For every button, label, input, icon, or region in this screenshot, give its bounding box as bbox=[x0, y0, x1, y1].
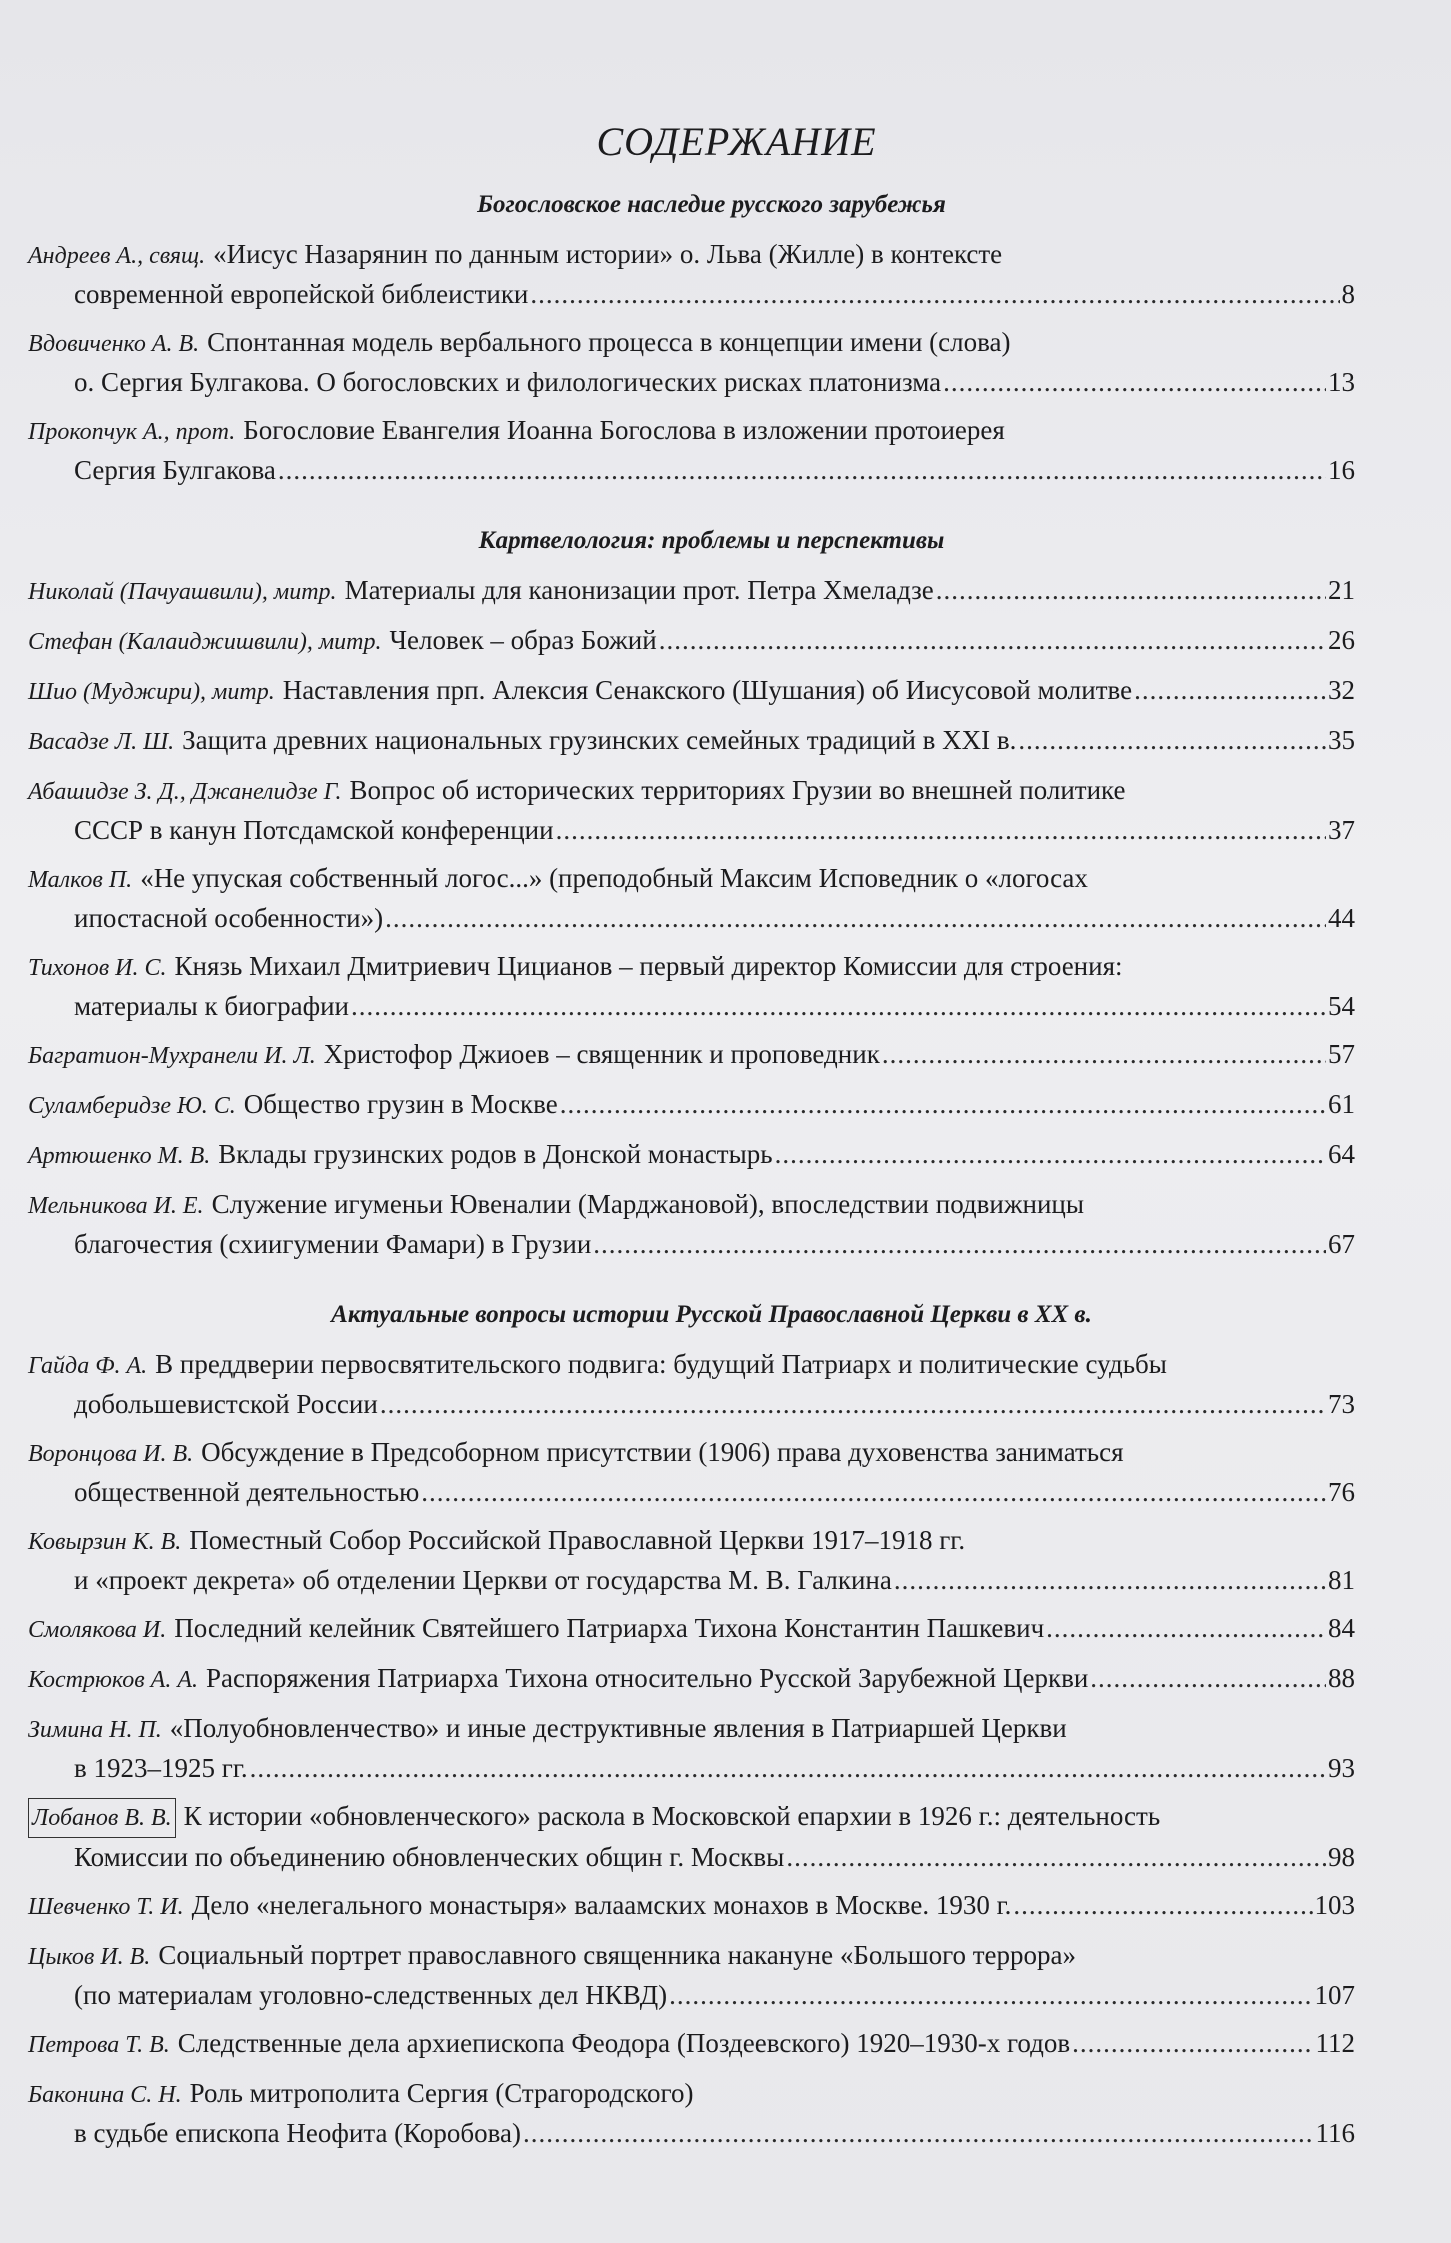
toc-entry[interactable] bbox=[28, 859, 1355, 937]
entry-title-text: Человек – образ Божий bbox=[389, 625, 657, 655]
entry-first-line bbox=[28, 1521, 1355, 1561]
entry-author: Зимина Н. П. bbox=[28, 1717, 162, 1743]
entry-title-text: Спонтанная модель вербального процесса в концепции имени (слова) bbox=[207, 327, 1011, 357]
entry-author: Воронцова И. В. bbox=[28, 1441, 194, 1467]
dot-leader bbox=[380, 1385, 1326, 1423]
toc-entry[interactable] bbox=[28, 1521, 1355, 1599]
toc-entry[interactable] bbox=[28, 1659, 1355, 1699]
entry-author: Шевченко Т. И. bbox=[28, 1894, 184, 1920]
entry-title-text: Поместный Собор Российской Православной Церкви 1917–1918 гг. bbox=[189, 1525, 966, 1555]
table-of-contents bbox=[28, 118, 1355, 2190]
entry-author: Баконина С. Н. bbox=[28, 2082, 182, 2108]
page-number: 44 bbox=[1328, 903, 1355, 933]
entry-author: Цыков И. В. bbox=[28, 1944, 151, 1970]
dot-leader bbox=[1090, 1659, 1326, 1697]
page-number: 57 bbox=[1328, 1039, 1355, 1069]
page-number: 64 bbox=[1328, 1139, 1355, 1169]
entry-first-line bbox=[28, 621, 1355, 661]
toc-entry[interactable] bbox=[28, 1085, 1355, 1125]
entry-title-text: Дело «нелегального монастыря» валаамских монахов в Москве. 1930 г. bbox=[191, 1890, 1012, 1920]
entry-title-text: В преддверии первосвятительского подвига: будущий Патриарх и политические судьбы bbox=[155, 1349, 1167, 1379]
dot-leader bbox=[786, 1838, 1326, 1876]
entry-title-text: Комиссии по объединению обновленческих общин г. Москвы bbox=[74, 1842, 785, 1872]
entry-first-line bbox=[28, 1135, 1355, 1175]
entry-first-line bbox=[28, 1609, 1355, 1649]
entry-title-text: и «проект декрета» об отделении Церкви от государства М. В. Галкина bbox=[74, 1565, 892, 1595]
toc-entry[interactable] bbox=[28, 1433, 1355, 1511]
entry-title-text: Материалы для канонизации прот. Петра Хмеладзе bbox=[344, 575, 934, 605]
entry-first-line bbox=[28, 323, 1355, 363]
page-number: 112 bbox=[1315, 2028, 1355, 2058]
dot-leader bbox=[1018, 721, 1326, 759]
entry-author: Васадзе Л. Ш. bbox=[28, 729, 175, 755]
section-title: Актуальные вопросы истории Русской Православной Церкви в XX в. bbox=[331, 1301, 1092, 1328]
entry-continuation-line bbox=[28, 1385, 1355, 1423]
section-title: Картвелология: проблемы и перспективы bbox=[478, 527, 945, 554]
entry-first-line bbox=[28, 771, 1355, 811]
page-number: 73 bbox=[1328, 1389, 1355, 1419]
toc-entry[interactable] bbox=[28, 571, 1355, 611]
entry-title-text: в 1923–1925 гг. bbox=[74, 1753, 248, 1783]
entry-first-line bbox=[28, 1085, 1355, 1125]
entry-title-text: Служение игуменьи Ювеналии (Марджановой), впоследствии подвижницы bbox=[211, 1189, 1084, 1219]
entry-first-line bbox=[28, 1936, 1355, 1976]
toc-entry[interactable] bbox=[28, 1345, 1355, 1423]
entry-author: Малков П. bbox=[28, 867, 133, 893]
entry-list bbox=[28, 235, 1355, 489]
entry-author: Лобанов В. В. bbox=[28, 1798, 176, 1838]
page-number: 32 bbox=[1328, 675, 1355, 705]
page-number: 103 bbox=[1314, 1890, 1355, 1920]
dot-leader bbox=[1046, 1609, 1326, 1647]
dot-leader bbox=[593, 1225, 1326, 1263]
entry-author: Смолякова И. bbox=[28, 1617, 167, 1643]
dot-leader bbox=[556, 811, 1326, 849]
toc-entry[interactable] bbox=[28, 671, 1355, 711]
entry-continuation-line bbox=[28, 363, 1355, 401]
toc-entry[interactable] bbox=[28, 1936, 1355, 2014]
entry-title-text: К истории «обновленческого» раскола в Московской епархии в 1926 г.: деятельность bbox=[183, 1801, 1161, 1831]
toc-entry[interactable] bbox=[28, 1185, 1355, 1263]
toc-entry[interactable] bbox=[28, 323, 1355, 401]
page-number: 35 bbox=[1328, 725, 1355, 755]
entry-first-line bbox=[28, 235, 1355, 275]
entry-author: Абашидзе З. Д., Джанелидзе Г. bbox=[28, 779, 342, 805]
entry-title-text: благочестия (схиигумении Фамари) в Грузии bbox=[74, 1229, 592, 1259]
dot-leader bbox=[882, 1035, 1326, 1073]
toc-entry[interactable] bbox=[28, 1135, 1355, 1175]
entry-title-text: современной европейской библеистики bbox=[74, 279, 529, 309]
page-title: СОДЕРЖАНИЕ bbox=[596, 119, 877, 164]
entry-title-text: Христофор Джиоев – священник и проповедник bbox=[323, 1039, 880, 1069]
entry-author: Багратион-Мухранели И. Л. bbox=[28, 1043, 316, 1069]
page-number: 107 bbox=[1314, 1980, 1355, 2010]
toc-entry[interactable] bbox=[28, 1797, 1355, 1876]
entry-first-line bbox=[28, 2024, 1355, 2064]
entry-title-text: Вопрос об исторических территориях Грузии во внешней политике bbox=[349, 775, 1126, 805]
entry-author: Андреев А., свящ. bbox=[28, 243, 206, 269]
toc-entry[interactable] bbox=[28, 235, 1355, 313]
entry-first-line bbox=[28, 1659, 1355, 1699]
dot-leader bbox=[278, 451, 1326, 489]
toc-section bbox=[28, 527, 1355, 1263]
page-number: 21 bbox=[1328, 575, 1355, 605]
entry-title-text: Сергия Булгакова bbox=[74, 455, 276, 485]
entry-title-text: в судьбе епископа Неофита (Коробова) bbox=[74, 2118, 521, 2148]
entry-title-text: Князь Михаил Дмитриевич Цицианов – первый директор Комиссии для строения: bbox=[174, 951, 1123, 981]
toc-section bbox=[28, 191, 1355, 489]
entry-continuation-line bbox=[28, 1976, 1355, 2014]
entry-title-text: Распоряжения Патриарха Тихона относительно Русской Зарубежной Церкви bbox=[205, 1663, 1089, 1693]
entry-first-line bbox=[28, 411, 1355, 451]
toc-entry[interactable] bbox=[28, 621, 1355, 661]
sections-container bbox=[28, 191, 1355, 2152]
page-number: 98 bbox=[1328, 1842, 1355, 1872]
page-number: 93 bbox=[1328, 1753, 1355, 1783]
dot-leader bbox=[250, 1749, 1326, 1787]
dot-leader bbox=[530, 275, 1339, 313]
toc-entry[interactable] bbox=[28, 771, 1355, 849]
dot-leader bbox=[894, 1561, 1326, 1599]
toc-entry[interactable] bbox=[28, 1709, 1355, 1787]
entry-author: Кострюков А. А. bbox=[28, 1667, 198, 1693]
entry-title-text: (по материалам уголовно-следственных дел НКВД) bbox=[74, 1980, 668, 2010]
entry-title-text: «Иисус Назарянин по данным истории» о. Льва (Жилле) в контексте bbox=[213, 239, 1003, 269]
entry-author: Гайда Ф. А. bbox=[28, 1353, 148, 1379]
entry-first-line bbox=[28, 721, 1355, 761]
entry-first-line bbox=[28, 1345, 1355, 1385]
entry-continuation-line bbox=[28, 1749, 1355, 1787]
entry-continuation-line bbox=[28, 1473, 1355, 1511]
entry-title-text: ипостасной особенности») bbox=[74, 903, 384, 933]
entry-continuation-line bbox=[28, 1225, 1355, 1263]
entry-first-line bbox=[28, 571, 1355, 611]
entry-title-text: Вклады грузинских родов в Донской монастырь bbox=[218, 1139, 773, 1169]
dot-leader bbox=[659, 621, 1326, 659]
entry-author: Прокопчук А., прот. bbox=[28, 419, 236, 445]
entry-continuation-line bbox=[28, 275, 1355, 313]
entry-first-line bbox=[28, 1709, 1355, 1749]
dot-leader bbox=[936, 571, 1326, 609]
toc-entry[interactable] bbox=[28, 411, 1355, 489]
entry-author: Тихонов И. С. bbox=[28, 955, 167, 981]
entry-continuation-line bbox=[28, 2114, 1355, 2152]
entry-author: Шио (Муджири), митр. bbox=[28, 679, 275, 705]
page-number: 116 bbox=[1315, 2118, 1355, 2148]
page-number: 88 bbox=[1328, 1663, 1355, 1693]
entry-title-text: Роль митрополита Сергия (Страгородского) bbox=[189, 2078, 694, 2108]
page-number: 26 bbox=[1328, 625, 1355, 655]
entry-continuation-line bbox=[28, 451, 1355, 489]
entry-first-line bbox=[28, 2074, 1355, 2114]
entry-first-line bbox=[28, 1035, 1355, 1075]
entry-first-line bbox=[28, 1797, 1355, 1838]
page-number: 61 bbox=[1328, 1089, 1355, 1119]
entry-list bbox=[28, 1345, 1355, 2152]
entry-title-text: материалы к биографии bbox=[74, 991, 350, 1021]
page-number: 76 bbox=[1328, 1477, 1355, 1507]
entry-author: Вдовиченко А. В. bbox=[28, 331, 200, 357]
toc-entry[interactable] bbox=[28, 1035, 1355, 1075]
entry-continuation-line bbox=[28, 1561, 1355, 1599]
entry-author: Мельникова И. Е. bbox=[28, 1193, 204, 1219]
entry-author: Артюшенко М. В. bbox=[28, 1143, 211, 1169]
page-number: 84 bbox=[1328, 1613, 1355, 1643]
toc-entry[interactable] bbox=[28, 947, 1355, 1025]
dot-leader bbox=[523, 2114, 1314, 2152]
entry-first-line bbox=[28, 671, 1355, 711]
page-number: 54 bbox=[1328, 991, 1355, 1021]
toc-section bbox=[28, 1301, 1355, 2152]
page-number: 13 bbox=[1328, 367, 1355, 397]
page-number: 16 bbox=[1328, 455, 1355, 485]
dot-leader bbox=[775, 1135, 1326, 1173]
dot-leader bbox=[1013, 1886, 1312, 1924]
dot-leader bbox=[1072, 2024, 1313, 2062]
entry-continuation-line bbox=[28, 1838, 1355, 1876]
entry-first-line bbox=[28, 947, 1355, 987]
entry-title-text: Наставления прп. Алексия Сенакского (Шушания) об Иисусовой молитве bbox=[282, 675, 1133, 705]
entry-author: Петрова Т. В. bbox=[28, 2032, 170, 2058]
entry-title-text: общественной деятельностью bbox=[74, 1477, 420, 1507]
entry-author: Суламберидзе Ю. С. bbox=[28, 1093, 236, 1119]
section-title: Богословское наследие русского зарубежья bbox=[477, 191, 946, 218]
dot-leader bbox=[560, 1085, 1326, 1123]
entry-title-text: Богословие Евангелия Иоанна Богослова в изложении протоиерея bbox=[243, 415, 1005, 445]
toc-entry[interactable] bbox=[28, 2074, 1355, 2152]
entry-author: Ковырзин К. В. bbox=[28, 1529, 182, 1555]
entry-title-text: «Не упуская собственный логос...» (преподобный Максим Исповедник о «логосах bbox=[140, 863, 1088, 893]
entry-author: Николай (Пачуашвили), митр. bbox=[28, 579, 337, 605]
entry-continuation-line bbox=[28, 811, 1355, 849]
toc-entry[interactable] bbox=[28, 2024, 1355, 2064]
entry-first-line bbox=[28, 859, 1355, 899]
toc-entry[interactable] bbox=[28, 1609, 1355, 1649]
dot-leader bbox=[385, 899, 1326, 937]
toc-entry[interactable] bbox=[28, 1886, 1355, 1926]
entry-title-text: Защита древних национальных грузинских семейных традиций в XXI в. bbox=[182, 725, 1017, 755]
dot-leader bbox=[421, 1473, 1326, 1511]
entry-title-text: добольшевистской России bbox=[74, 1389, 378, 1419]
entry-title-text: Социальный портрет православного священника накануне «Большого террора» bbox=[158, 1940, 1076, 1970]
entry-title-text: Обсуждение в Предсоборном присутствии (1906) права духовенства заниматься bbox=[201, 1437, 1124, 1467]
page-number: 37 bbox=[1328, 815, 1355, 845]
dot-leader bbox=[1134, 671, 1326, 709]
entry-title-text: «Полуобновленчество» и иные деструктивные явления в Патриаршей Церкви bbox=[169, 1713, 1067, 1743]
entry-continuation-line bbox=[28, 899, 1355, 937]
dot-leader bbox=[669, 1976, 1312, 2014]
toc-entry[interactable] bbox=[28, 721, 1355, 761]
entry-first-line bbox=[28, 1433, 1355, 1473]
entry-title-text: СССР в канун Потсдамской конференции bbox=[74, 815, 554, 845]
entry-first-line bbox=[28, 1886, 1355, 1926]
entry-continuation-line bbox=[28, 987, 1355, 1025]
entry-author: Стефан (Калаиджишвили), митр. bbox=[28, 629, 382, 655]
page-number: 8 bbox=[1341, 279, 1355, 309]
dot-leader bbox=[351, 987, 1326, 1025]
entry-list bbox=[28, 571, 1355, 1263]
entry-title-text: Последний келейник Святейшего Патриарха Тихона Константин Пашкевич bbox=[174, 1613, 1045, 1643]
page-number: 81 bbox=[1328, 1565, 1355, 1595]
page-number: 67 bbox=[1328, 1229, 1355, 1259]
entry-first-line bbox=[28, 1185, 1355, 1225]
dot-leader bbox=[943, 363, 1326, 401]
entry-title-text: о. Сергия Булгакова. О богословских и филологических рисках платонизма bbox=[74, 367, 942, 397]
entry-title-text: Общество грузин в Москве bbox=[243, 1089, 558, 1119]
entry-title-text: Следственные дела архиепископа Феодора (Поздеевского) 1920–1930-х годов bbox=[177, 2028, 1071, 2058]
